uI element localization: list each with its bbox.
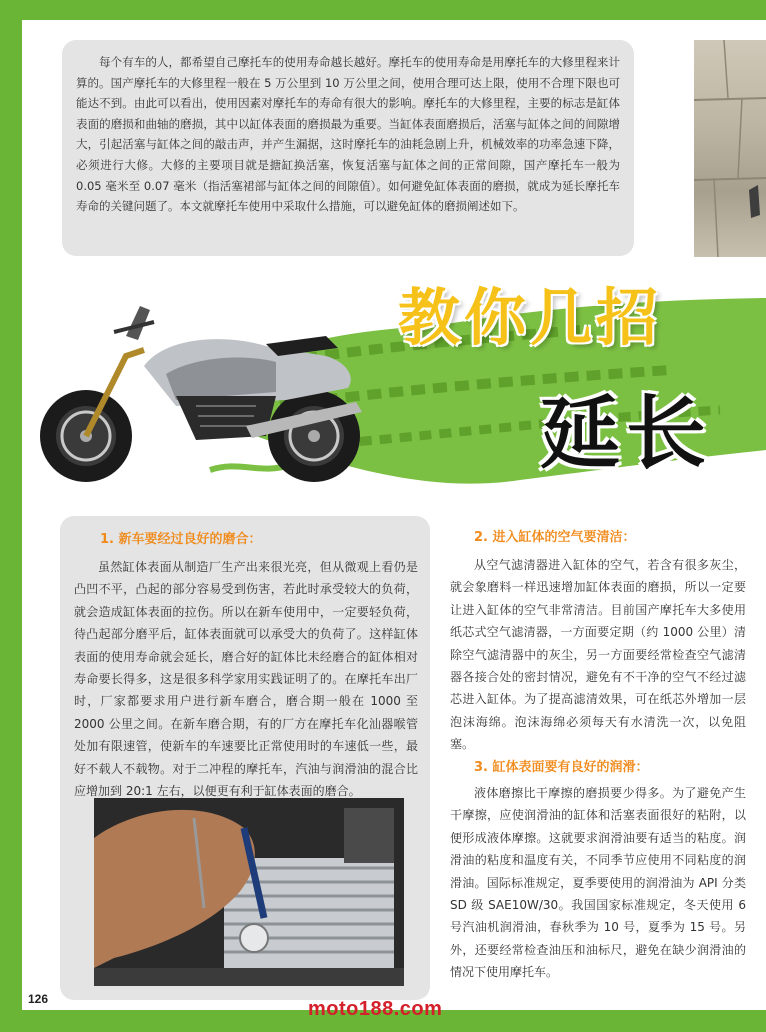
wall-photo — [694, 40, 766, 257]
engine-photo — [94, 798, 404, 986]
title-line-1: 教你几招 — [398, 281, 663, 354]
section-2-text-block — [450, 554, 746, 756]
section-2-text: 从空气滤清器进入缸体的空气，若含有很多灰尘，就会象磨料一样迅速增加缸体表面的磨损，所以一定要让进入缸体的空气非常清洁。目前国产摩托车大多使用纸芯式空气滤清器，一方面要定期（约 1000 公里）清除空气滤清器中的灰尘，另一方面要经常检查空气滤清器各接合处的密封情况，避免有不干净的空气不经过滤芯进入缸体。为了提高滤清效果，可在纸芯外增加一层泡沫海绵。泡沫海绵必须每天有水清洗一次，以免阻塞。 — [450, 558, 746, 752]
section-3-text-block — [450, 782, 746, 984]
section-1-text-block — [74, 556, 418, 802]
section-1-text: 虽然缸体表面从制造厂生产出来很光亮，但从微观上看仍是凸凹不平，凸起的部分容易受到伤害，若此时承受较大的负荷，就会造成缸体表面的拉伤。所以在新车使用中，一定要轻负荷，待凸起部分磨平后，缸体表面就可以承受大的负荷了。这样缸体表面的使用寿命就会延长，磨合好的缸体比未经磨合的缸体相对寿命要长得多，这是很多科学家用实践证明了的。在摩托车出厂时，厂家都要求用户进行新车磨合，磨合期一般在 1000 至 2000 公里之间。在新车磨合期，有的厂方在摩托车化汕器喉管处加有限速管，使新车的车速要比正常使用时的车速低一些，最好不载人不载物。对于二冲程的摩托车，汽油与润滑油的混合比应增加到 20:1 左右，以便更有利于缸体表面的磨合。 — [74, 560, 418, 799]
title-line-2: 延长 — [540, 386, 712, 480]
page-number: 126 — [28, 992, 49, 1006]
intro-paragraph: 每个有车的人，都希望自己摩托车的使用寿命越长越好。摩托车的使用寿命是用摩托车的大修里程来计算的。国产摩托车的大修里程一般在 5 万公里到 10 万公里之间，使用合理可达上限，使用不合理下限也可能达不到。由此可以看出，使用因素对摩托车的寿命有很大的影响。摩托车的大修里程，主要的标志是缸体表面的磨损和曲轴的磨损，其中以缸体表面的磨损最为重要。当缸体表面磨损后，活塞与缸体之间的间隙增大，引起活塞与缸体之间的敲击声，并产生漏据，这时摩托车的油耗急剧上升，机械效率的功率急速下降，必须进行大修。大修的主要项目就是搪缸换活塞，恢复活塞与缸体之间的正常间隙，国产摩托车一般为 0.05 毫米至 0.07 毫米（指活塞裙部与缸体之间的间隙值）。如何避免缸体表面的磨损，就成为延长摩托车寿命的关键问题了。本文就摩托车使用中采取什么措施，可以避免缸体的磨损阐述如下。 — [76, 55, 620, 214]
section-3-text: 液体磨擦比干摩擦的磨损要少得多。为了避免产生干摩擦，应使润滑油的缸体和活塞表面很好的粘附，以便形成液体摩擦。这就要求润滑油要有适当的粘度。润滑油的粘度和温度有关，不同季节应使用不同粘度的润滑油。国际标准规定，夏季要使用的润滑油为 API 分类 SD 级 SAE10W/30。我国国家标准规定，冬天使用 6 号汽油机润滑油，春秋季为 10 号，夏季为 15 号。另外，还要经常检查油压和油标尺，避免在缺少润滑油的情况下使用摩托车。 — [450, 786, 746, 980]
section-2-heading: 2. 进入缸体的空气要清洁： — [474, 530, 636, 545]
intro-box — [62, 40, 634, 256]
motorcycle-image — [26, 296, 376, 486]
section-1-heading: 1. 新车要经过良好的磨合： — [100, 532, 262, 547]
watermark-text: moto188.com — [308, 998, 443, 1020]
section-3-heading: 3. 缸体表面要有良好的润滑： — [474, 760, 649, 775]
